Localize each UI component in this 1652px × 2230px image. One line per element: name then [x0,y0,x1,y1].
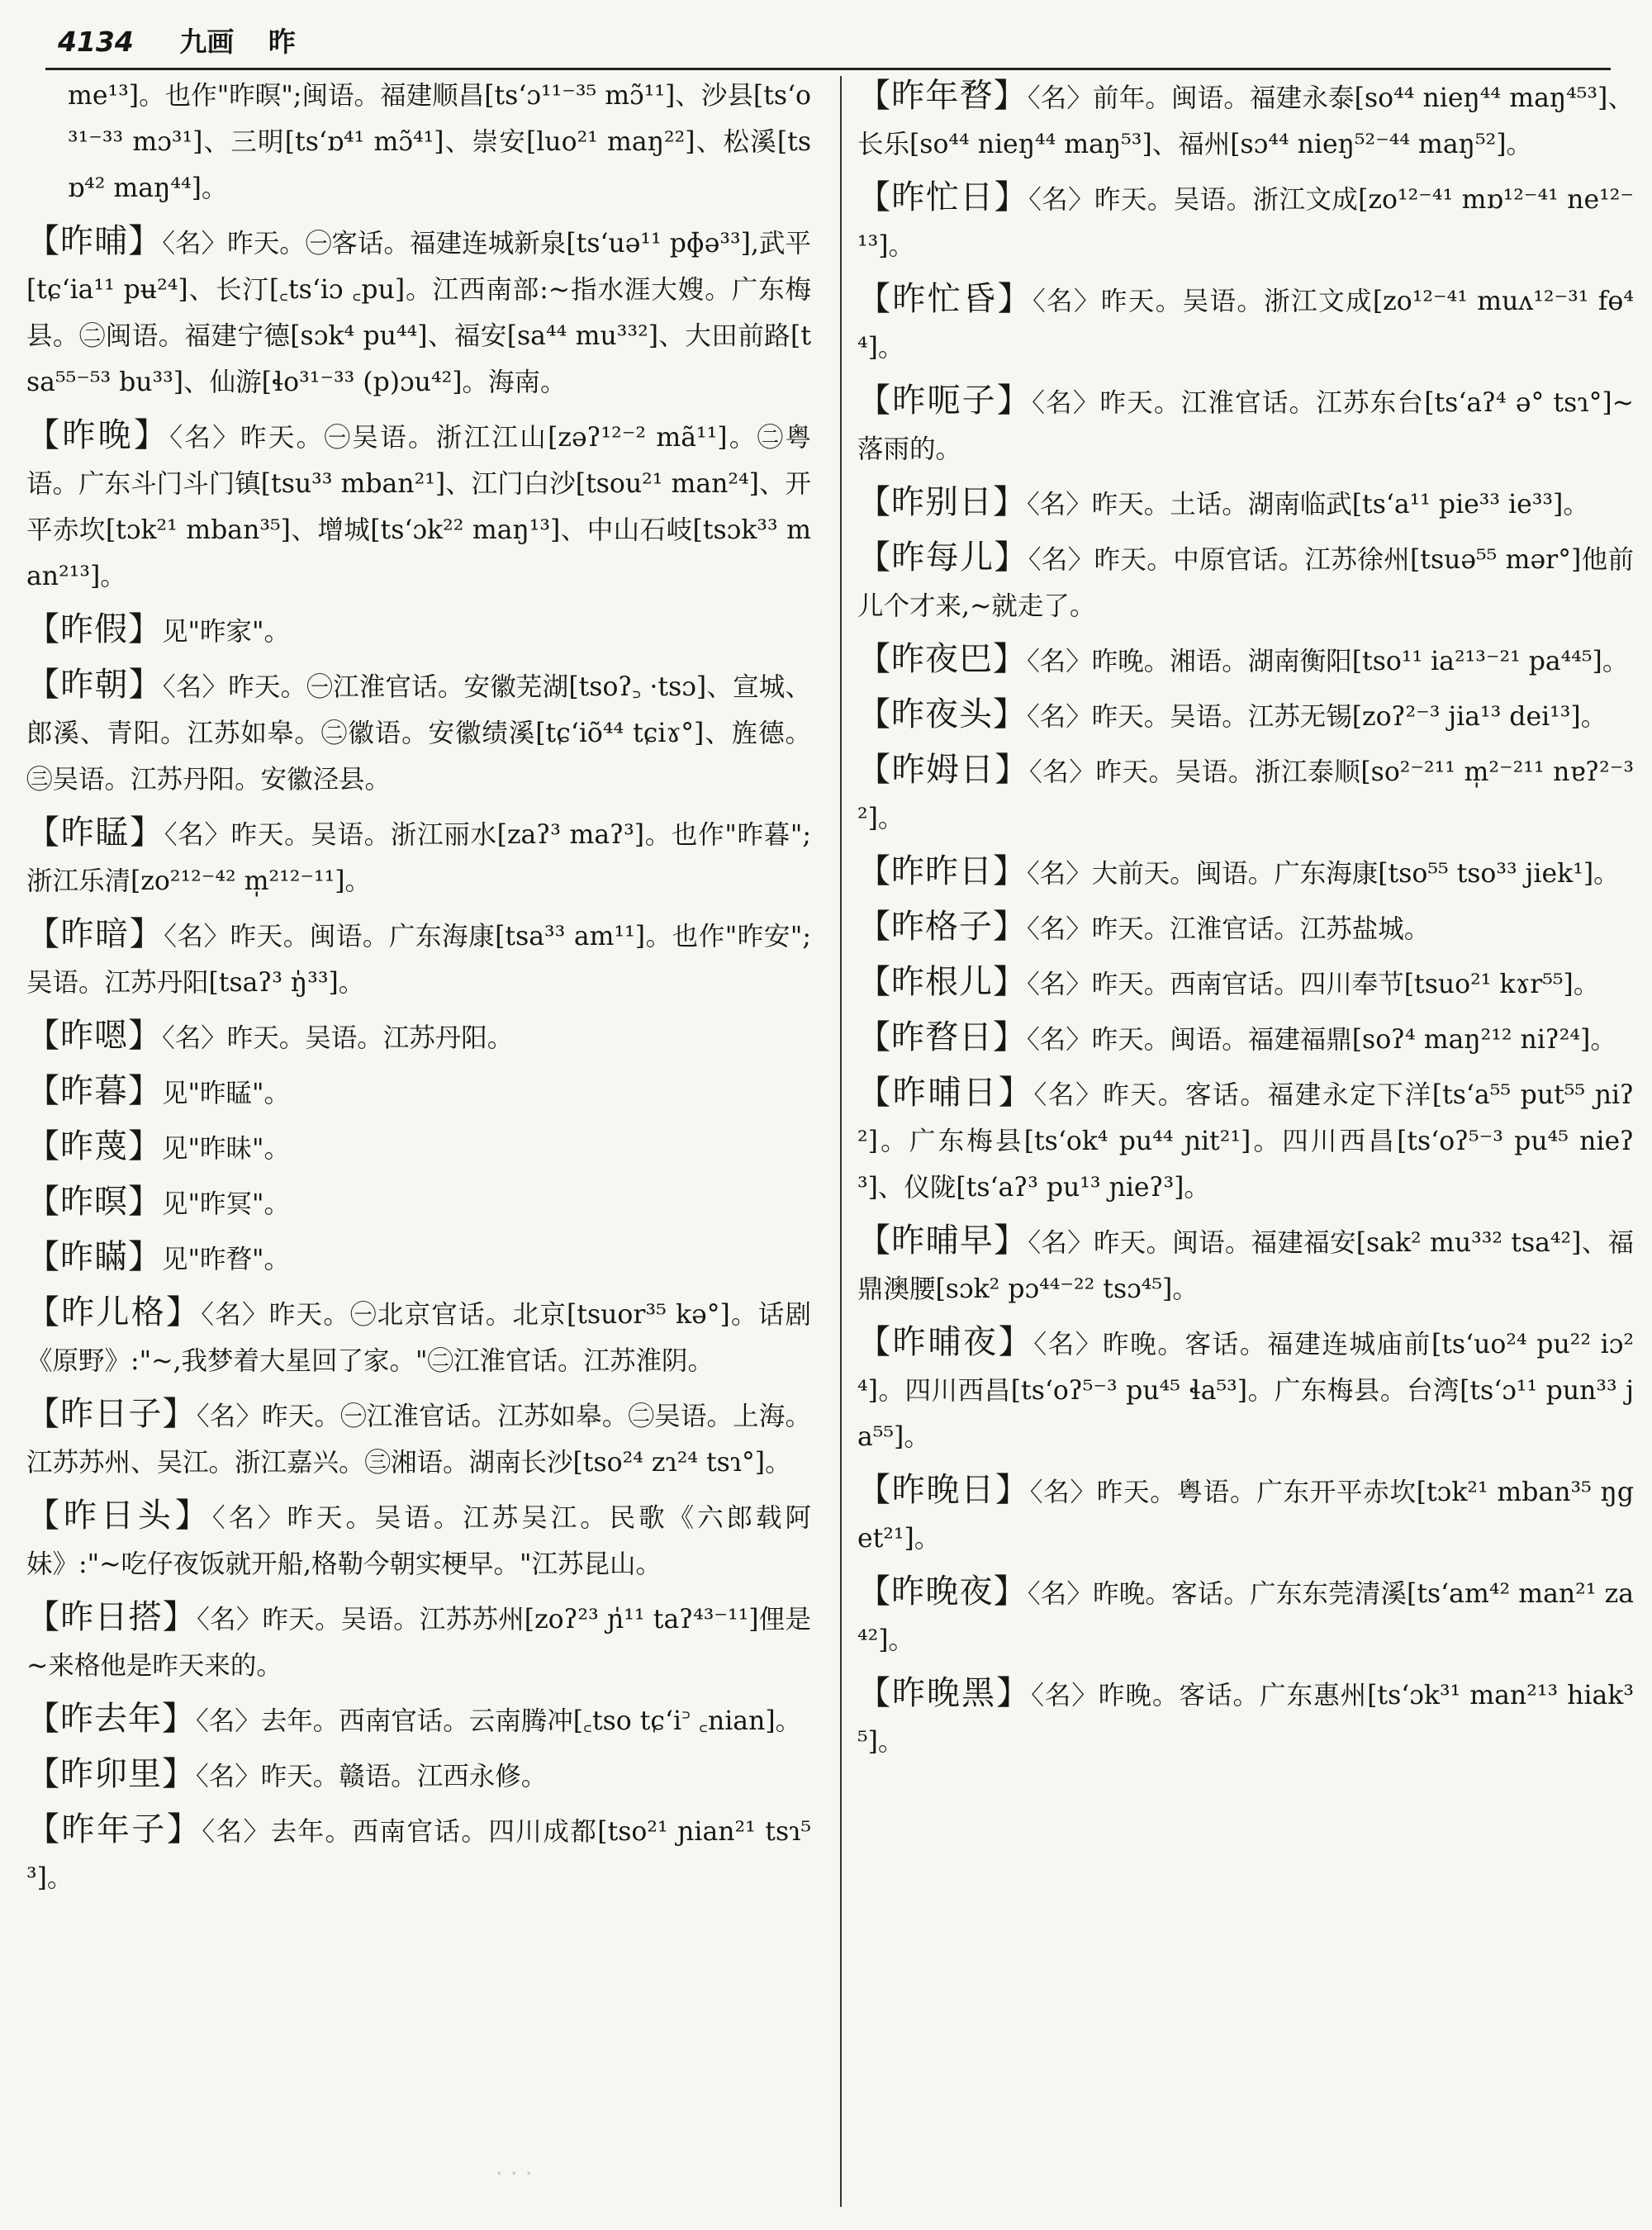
entry-definition: 〈名〉昨天。吴语。江苏丹阳。 [162,1023,514,1053]
dictionary-entry [26,1013,811,1061]
bleed-through-noise: · · · [496,2160,533,2187]
entry-definition: 〈名〉昨天。闽语。福建福鼎[soʔ⁴ maŋ²¹² niʔ²⁴]。 [1027,1025,1616,1055]
entry-headword: 【昨日子】 [26,1395,197,1433]
entry-headword: 【昨晚黑】 [857,1674,1032,1712]
dictionary-entry [857,276,1634,371]
entry-headword: 【昨去年】 [26,1700,196,1738]
dictionary-entry [26,1179,811,1227]
header-rule [45,68,1611,70]
entry-definition: me¹³]。也作"昨暝";闽语。福建顺昌[tsʻɔ¹¹⁻³⁵ mɔ̃¹¹]、沙县[tsʻo³¹⁻³³ mɔ³¹]、三明[tsʻɒ⁴¹ mɔ̃⁴¹]、崇安[luo²¹ maŋ²²]、松溪[tsɒ⁴² maŋ⁴⁴]。 [68,81,811,203]
entry-headword: 【昨儿格】 [26,1293,202,1331]
entry-definition: 〈名〉昨天。闽语。福建福安[sak² mu³³² tsa⁴²]、福鼎澳腰[sɔk² pɔ⁴⁴⁻²² tsɔ⁴⁵]。 [857,1228,1635,1304]
entry-definition: 〈名〉昨天。吴语。浙江文成[zo¹²⁻⁴¹ muʌ¹²⁻³¹ fɵ⁴⁴]。 [857,287,1635,363]
entry-headword: 【昨姆日】 [857,751,1029,789]
dictionary-entry [857,904,1634,952]
dictionary-entry [26,1594,811,1689]
radical-label: 昨 [268,26,296,58]
entry-definition: 见"昨昧"。 [162,1134,290,1164]
entry-headword: 【昨夜巴】 [857,640,1027,678]
entry-definition: 〈名〉昨天。吴语。江苏无锡[zoʔ²⁻³ jia¹³ dei¹³]。 [1027,702,1607,732]
entry-definition: 〈名〉昨天。粤语。广东开平赤坎[tɔk²¹ mban³⁵ ŋget²¹]。 [857,1478,1634,1554]
dictionary-entry [26,1123,811,1172]
dictionary-entry [857,691,1634,740]
entry-definition: 〈名〉昨晚。客话。广东东莞清溪[tsʻam⁴² man²¹ za⁴²]。 [857,1579,1634,1655]
dictionary-entry [26,1289,811,1384]
dictionary-entry [26,1391,811,1486]
dictionary-entry [26,412,811,600]
dictionary-entry [26,73,811,211]
dictionary-entry [857,636,1634,685]
entry-definition: 〈名〉昨天。江淮官话。江苏盐城。 [1027,914,1431,944]
entry-headword: 【昨晚】 [26,416,170,454]
dictionary-entry [26,662,811,803]
entry-definition: 〈名〉昨天。㊀客话。福建连城新泉[tsʻuə¹¹ pɸə³³],武平[tɕʻia¹¹ pʉ²⁴]、长汀[꜀tsʻiɔ ꜀pu]。江西南部:~指水涯大嫂。广东梅县。㊁闽语。福建宁德[sɔk⁴ pu⁴⁴]、福安[sa⁴⁴ mu³³²]、大田前路[tsa⁵⁵⁻⁵³ bu³³]、仙游[ɬo³¹⁻³³ (p)ɔu⁴²]。海南。 [26,229,812,397]
entry-headword: 【昨年子】 [26,1810,202,1848]
entry-definition: 〈名〉昨天。江淮官话。江苏东台[tsʻaʔ⁴ ə° tsɿ°]~落雨的。 [857,388,1635,464]
entry-headword: 【昨朝】 [26,666,163,704]
entry-headword: 【昨昨日】 [857,852,1027,890]
dictionary-entry [857,174,1634,269]
left-column [26,73,811,1908]
dictionary-entry [26,1751,811,1800]
entry-definition: 〈名〉昨天。吴语。江苏苏州[zoʔ²³ ɲ̍¹¹ taʔ⁴³⁻¹¹]俚是~来格他是昨天来的。 [26,1605,811,1681]
entry-definition: 〈名〉昨天。㊀江淮官话。安徽芜湖[tsoʔ꜆ ·tsɔ]、宣城、郎溪、青阳。江苏如皋。㊁徽语。安徽绩溪[tɕʻiõ⁴⁴ tɕiɤ°]、旌德。㊂吴语。江苏丹阳。安徽泾县。 [26,672,812,795]
right-column [857,73,1634,1772]
dictionary-entry [26,1696,811,1744]
entry-headword: 【昨晡夜】 [857,1323,1034,1361]
entry-definition: 〈名〉大前天。闽语。广东海康[tso⁵⁵ tso³³ jiek¹]。 [1027,859,1620,889]
entry-headword: 【昨卯里】 [26,1755,196,1793]
entry-definition: 〈名〉去年。西南官话。四川成都[tso²¹ ɲian²¹ tsɿ⁵³]。 [26,1817,811,1893]
entry-definition: 〈名〉昨晚。客话。广东惠州[tsʻɔk³¹ man²¹³ hiak³⁵]。 [857,1681,1634,1757]
dictionary-entry [857,1014,1634,1063]
entry-definition: 〈名〉昨天。土话。湖南临武[tsʻa¹¹ pie³³ ie³³]。 [1027,490,1589,520]
entry-definition: 〈名〉昨天。吴语。江苏吴江。民歌《六郎载阿妹》:"~吃仔夜饭就开船,格勒今朝实梗早。"江苏昆山。 [26,1503,811,1579]
dictionary-entry [857,848,1634,897]
entry-headword: 【昨暗】 [26,915,164,953]
dictionary-entry [26,1492,811,1587]
entry-definition: 〈名〉昨天。㊀江淮官话。江苏如皋。㊁吴语。上海。江苏苏州、吴江。浙江嘉兴。㊂湘语。湖南长沙[tso²⁴ zɿ²⁴ tsɿ°]。 [26,1402,812,1478]
dictionary-entry [857,1217,1634,1312]
entry-definition: 〈名〉昨天。吴语。浙江文成[zo¹²⁻⁴¹ mɒ¹²⁻⁴¹ ne¹²⁻¹³]。 [857,185,1634,261]
dictionary-entry [857,1568,1634,1663]
entry-definition: 〈名〉昨天。客话。福建永定下洋[tsʻa⁵⁵ put⁵⁵ ɲiʔ²]。广东梅县[tsʻok⁴ pu⁴⁴ ɲit²¹]。四川西昌[tsʻoʔ⁵⁻³ pu⁴⁵ nieʔ³]、仪陇[tsʻaʔ³ pu¹³ ɲieʔ³]。 [857,1080,1634,1203]
entry-headword: 【昨暮】 [26,1072,162,1110]
dictionary-entry [857,1070,1634,1211]
page-number: 4134 [58,26,134,58]
dictionary-entry [857,534,1634,629]
entry-definition: 〈名〉昨天。西南官话。四川奉节[tsuo²¹ kɤr⁵⁵]。 [1027,970,1600,999]
entry-headword: 【昨日头】 [26,1497,212,1535]
dictionary-entry [26,1806,811,1901]
entry-headword: 【昨忙昏】 [857,280,1032,318]
entry-headword: 【昨晡早】 [857,1222,1028,1260]
entry-headword: 【昨别日】 [857,483,1027,521]
dictionary-entry [857,747,1634,842]
entry-headword: 【昨晚日】 [857,1471,1030,1509]
entry-definition: 见"昨家"。 [162,617,290,647]
entry-definition: 见"昨䁅"。 [162,1079,290,1108]
entry-headword: 【昨嗯】 [26,1017,162,1055]
entry-definition: 〈名〉前年。闽语。福建永泰[so⁴⁴ nieŋ⁴⁴ maŋ⁴⁵³]、长乐[so⁴⁴ nieŋ⁴⁴ maŋ⁵³]、福州[sɔ⁴⁴ nieŋ⁵²⁻⁴⁴ maŋ⁵²]。 [857,83,1635,159]
dictionary-entry [857,959,1634,1008]
dictionary-entry [26,911,811,1006]
section-label: 九画 [179,26,235,58]
dictionary-entry [26,1234,811,1283]
dictionary-entry [857,1467,1634,1562]
entry-headword: 【昨假】 [26,610,162,648]
column-divider [840,76,842,2207]
dictionary-entry [857,73,1634,168]
entry-definition: 见"昨暓"。 [162,1245,290,1274]
entry-definition: 〈名〉昨天。吴语。浙江丽水[zaʔ³ maʔ³]。也作"昨暮";浙江乐清[zo²¹²⁻⁴² m̩²¹²⁻¹¹]。 [26,820,812,896]
entry-headword: 【昨瞞】 [26,1238,162,1276]
entry-headword: 【昨每儿】 [857,539,1028,576]
entry-headword: 【昨忙日】 [857,178,1029,216]
entry-headword: 【昨暓日】 [857,1018,1027,1056]
dictionary-entry [857,479,1634,528]
entry-headword: 【昨晚夜】 [857,1573,1028,1611]
dictionary-entry [26,809,811,904]
dictionary-entry [26,218,811,406]
entry-definition: 〈名〉昨天。㊀吴语。浙江江山[zəʔ¹²⁻² mã¹¹]。㊁粤语。广东斗门斗门镇[tsu³³ mban²¹]、江门白沙[tsou²¹ man²⁴]、开平赤坎[tɔk²¹ mban³⁵]、增城[tsʻɔk²² maŋ¹³]、中山石岐[tsɔk³³ man²¹³]。 [26,423,811,591]
entry-definition: 〈名〉昨天。中原官话。江苏徐州[tsuə⁵⁵ mər°]他前儿个才来,~就走了。 [857,545,1635,621]
entry-headword: 【昨年暓】 [857,77,1028,115]
entry-definition: 〈名〉昨天。吴语。浙江泰顺[so²⁻²¹¹ m̩²⁻²¹¹ nɐʔ²⁻³²]。 [857,757,1634,833]
entry-definition: 〈名〉昨晚。湘语。湖南衡阳[tso¹¹ ia²¹³⁻²¹ pa⁴⁴⁵]。 [1027,647,1629,676]
entry-headword: 【昨晡日】 [857,1074,1034,1112]
dictionary-entry [857,1319,1634,1460]
entry-headword: 【昨格子】 [857,908,1027,946]
entry-headword: 【昨蔑】 [26,1127,162,1165]
dictionary-entry [26,606,811,655]
dictionary-entry [26,1068,811,1117]
entry-headword: 【昨晡】 [26,222,163,260]
dictionary-entry [857,1670,1634,1765]
dictionary-entry [857,377,1634,472]
entry-definition: 〈名〉昨天。闽语。广东海康[tsa³³ am¹¹]。也作"昨安";吴语。江苏丹阳[tsaʔ³ ŋ̍³³]。 [26,922,812,998]
entry-headword: 【昨暝】 [26,1183,162,1221]
entry-definition: 〈名〉昨晚。客话。福建连城庙前[tsʻuo²⁴ pu²² iɔ²⁴]。四川西昌[tsʻoʔ⁵⁻³ pu⁴⁵ ɬa⁵³]。广东梅县。台湾[tsʻɔ¹¹ pun³³ ja⁵⁵]。 [857,1330,1635,1452]
entry-headword: 【昨根儿】 [857,963,1027,1001]
page-header [58,18,1611,66]
entry-definition: 〈名〉昨天。㊀北京官话。北京[tsuor³⁵ kə°]。话剧《原野》:"~,我梦着大星回了家。"㊁江淮官话。江苏淮阴。 [26,1300,812,1376]
entry-definition: 〈名〉去年。西南官话。云南腾冲[꜀tso tɕʻi꜄ ꜀nian]。 [196,1706,802,1736]
entry-headword: 【昨䁅】 [26,814,164,852]
entry-headword: 【昨夜头】 [857,695,1027,733]
entry-definition: 〈名〉昨天。赣语。江西永修。 [196,1762,548,1791]
entry-definition: 见"昨冥"。 [162,1189,290,1219]
entry-headword: 【昨呃子】 [857,382,1032,420]
entry-headword: 【昨日搭】 [26,1598,197,1636]
